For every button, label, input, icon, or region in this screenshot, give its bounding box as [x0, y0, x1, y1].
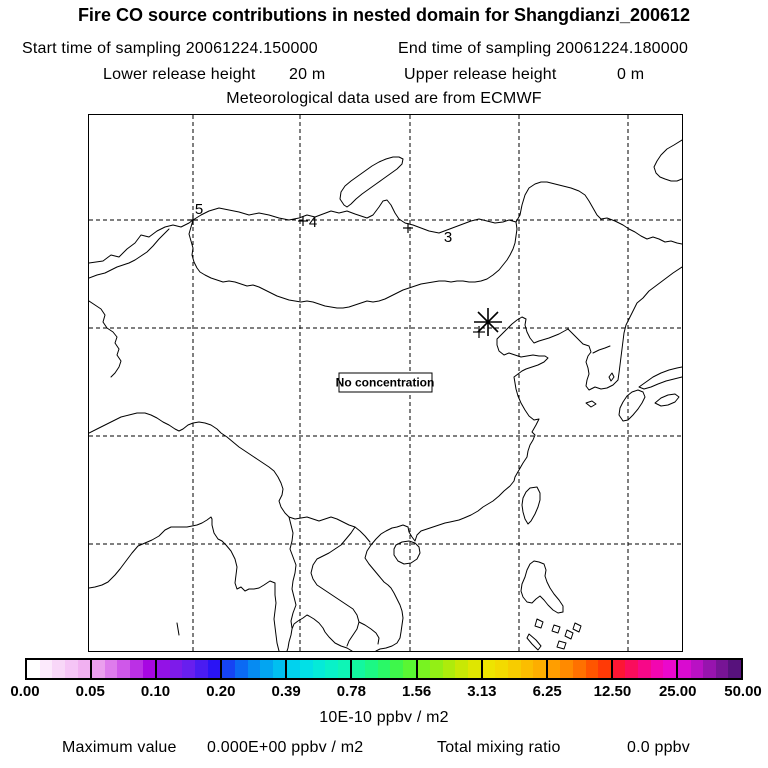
- colorbar-cell: [703, 660, 716, 678]
- colorbar-segment: [155, 660, 220, 678]
- colorbar-cell: [352, 660, 365, 678]
- colorbar-cell: [287, 660, 300, 678]
- border-russia-mongolia-amur: [89, 182, 682, 263]
- colorbar-cell: [300, 660, 313, 678]
- max-value: 0.000E+00 ppbv / m2: [207, 739, 364, 756]
- border-kazakh-altai: [89, 229, 169, 278]
- colorbar-cell: [716, 660, 729, 678]
- no-concentration-box: [336, 373, 435, 392]
- colorbar-cell: [691, 660, 704, 678]
- colorbar-cell: [625, 660, 638, 678]
- border-thai-myanmar: [289, 517, 296, 628]
- coast-china-vietnam: [365, 317, 568, 651]
- colorbar-segment: [90, 660, 155, 678]
- colorbar-tick-label: 3.13: [467, 683, 497, 700]
- island-tsushima: [609, 373, 614, 381]
- colorbar-cell: [195, 660, 208, 678]
- colorbar-cell: [573, 660, 586, 678]
- border-mongolia-south: [189, 220, 517, 308]
- colorbar-cell: [92, 660, 105, 678]
- lake-baikal: [340, 157, 403, 207]
- colorbar-cell: [598, 660, 611, 678]
- total-mixing-ratio-value: 0.0 ppbv: [627, 739, 690, 756]
- trajectory-label-3: 3: [443, 229, 453, 246]
- receptor-site-asterisk-icon: [474, 308, 502, 336]
- colorbar-cell: [170, 660, 183, 678]
- colorbar-segment: [611, 660, 676, 678]
- colorbar-segment: [27, 660, 90, 678]
- colorbar-tick-label: 0.05: [75, 683, 105, 700]
- colorbar-cell: [678, 660, 691, 678]
- colorbar-cell: [533, 660, 546, 678]
- border-korea-dmz: [593, 346, 610, 353]
- coast-myanmar-india: [89, 517, 279, 651]
- colorbar-cell: [52, 660, 65, 678]
- island-honshu: [639, 367, 682, 389]
- colorbar-cell: [495, 660, 508, 678]
- colorbar-segment: [546, 660, 611, 678]
- colorbar-cell: [560, 660, 573, 678]
- colorbar-tick-label: 0.00: [10, 683, 40, 700]
- colorbar-cell: [455, 660, 468, 678]
- colorbar-cell: [443, 660, 456, 678]
- page-title: Fire CO source contributions in nested domain for Shangdianzi_200612: [77, 5, 691, 25]
- colorbar-cell: [117, 660, 130, 678]
- island-taiwan: [522, 487, 540, 524]
- border-cambodia-vietnam: [359, 622, 379, 644]
- colorbar-cell: [483, 660, 496, 678]
- colorbar-segment: [676, 660, 741, 678]
- colorbar-cell: [325, 660, 338, 678]
- trajectory-labels: [195, 201, 452, 246]
- colorbar-cell: [638, 660, 651, 678]
- start-time-label: Start time of sampling 20061224.150000: [22, 40, 318, 57]
- colorbar-cell: [105, 660, 118, 678]
- map-panel: [88, 114, 683, 652]
- colorbar-cell: [273, 660, 286, 678]
- colorbar-cell: [235, 660, 248, 678]
- upper-release-label: Upper release height: [404, 66, 557, 83]
- colorbar-tick-label: 25.00: [658, 683, 697, 700]
- map-svg: [89, 115, 682, 651]
- island-kyushu: [619, 390, 645, 421]
- colorbar-segment: [220, 660, 285, 678]
- colorbar-cell: [728, 660, 741, 678]
- colorbar-cell: [338, 660, 351, 678]
- colorbar-tick-label: 0.78: [336, 683, 366, 700]
- colorbar-cell: [78, 660, 91, 678]
- colorbar-segment: [350, 660, 415, 678]
- lower-release-value: 20 m: [289, 66, 326, 83]
- colorbar-tick-label: 6.25: [532, 683, 562, 700]
- colorbar-cell: [548, 660, 561, 678]
- colorbar-ticks: [10, 683, 762, 703]
- colorbar-cell: [65, 660, 78, 678]
- colorbar-cell: [130, 660, 143, 678]
- colorbar-cell: [613, 660, 626, 678]
- colorbar-cell: [143, 660, 156, 678]
- colorbar-cell: [208, 660, 221, 678]
- colorbar-cell: [430, 660, 443, 678]
- colorbar-cell: [248, 660, 261, 678]
- lower-release-label: Lower release height: [103, 66, 256, 83]
- met-data-line: Meteorological data used are from ECMWF: [226, 90, 542, 107]
- trajectory-plus-markers: [188, 215, 485, 338]
- colorbar-cell: [365, 660, 378, 678]
- colorbar-cell: [586, 660, 599, 678]
- colorbar-cell: [468, 660, 481, 678]
- colorbar-units-label: 10E-10 ppbv / m2: [319, 709, 449, 726]
- coast-okhotsk: [654, 140, 682, 181]
- colorbar-cell: [663, 660, 676, 678]
- colorbar-cell: [313, 660, 326, 678]
- trajectory-label-5: 5: [194, 201, 204, 218]
- trajectory-label-4: 4: [308, 214, 318, 231]
- colorbar-cell: [182, 660, 195, 678]
- colorbar-cell: [651, 660, 664, 678]
- colorbar-cell: [390, 660, 403, 678]
- coast-gulf-of-thailand: [287, 615, 352, 651]
- colorbar-cell: [157, 660, 170, 678]
- max-value-label: Maximum value: [62, 739, 177, 756]
- islands-philippines: [527, 619, 581, 650]
- colorbar-segment: [481, 660, 546, 678]
- colorbar-tick-label: 0.10: [140, 683, 171, 700]
- end-time-label: End time of sampling 20061224.180000: [398, 40, 689, 57]
- no-concentration-label: No concentration: [335, 375, 435, 390]
- island-luzon: [521, 561, 563, 613]
- colorbar: [25, 658, 743, 680]
- colorbar-tick-label: 1.56: [402, 683, 432, 700]
- colorbar-segment: [416, 660, 481, 678]
- island-jeju: [586, 401, 596, 407]
- colorbar-tick-label: 0.20: [206, 683, 236, 700]
- island-shikoku: [655, 394, 679, 406]
- coastlines: [89, 140, 682, 651]
- total-mixing-ratio-label: Total mixing ratio: [437, 739, 561, 756]
- border-himalaya-indochina: [89, 413, 370, 542]
- border-central-asia: [89, 301, 121, 377]
- colorbar-cell: [521, 660, 534, 678]
- colorbar-cell: [403, 660, 416, 678]
- colorbar-segment: [285, 660, 350, 678]
- colorbar-cell: [418, 660, 431, 678]
- upper-release-value: 0 m: [617, 66, 645, 83]
- colorbar-cell: [378, 660, 391, 678]
- colorbar-cell: [260, 660, 273, 678]
- river-fragment: [177, 623, 179, 635]
- colorbar-tick-label: 50.00: [724, 683, 762, 700]
- colorbar-tick-label: 0.39: [271, 683, 301, 700]
- colorbar-cell: [222, 660, 235, 678]
- colorbar-cell: [508, 660, 521, 678]
- colorbar-tick-label: 12.50: [593, 683, 632, 700]
- colorbar-cell: [40, 660, 53, 678]
- border-thai-laos-cambodia: [311, 527, 359, 646]
- colorbar-cell: [27, 660, 40, 678]
